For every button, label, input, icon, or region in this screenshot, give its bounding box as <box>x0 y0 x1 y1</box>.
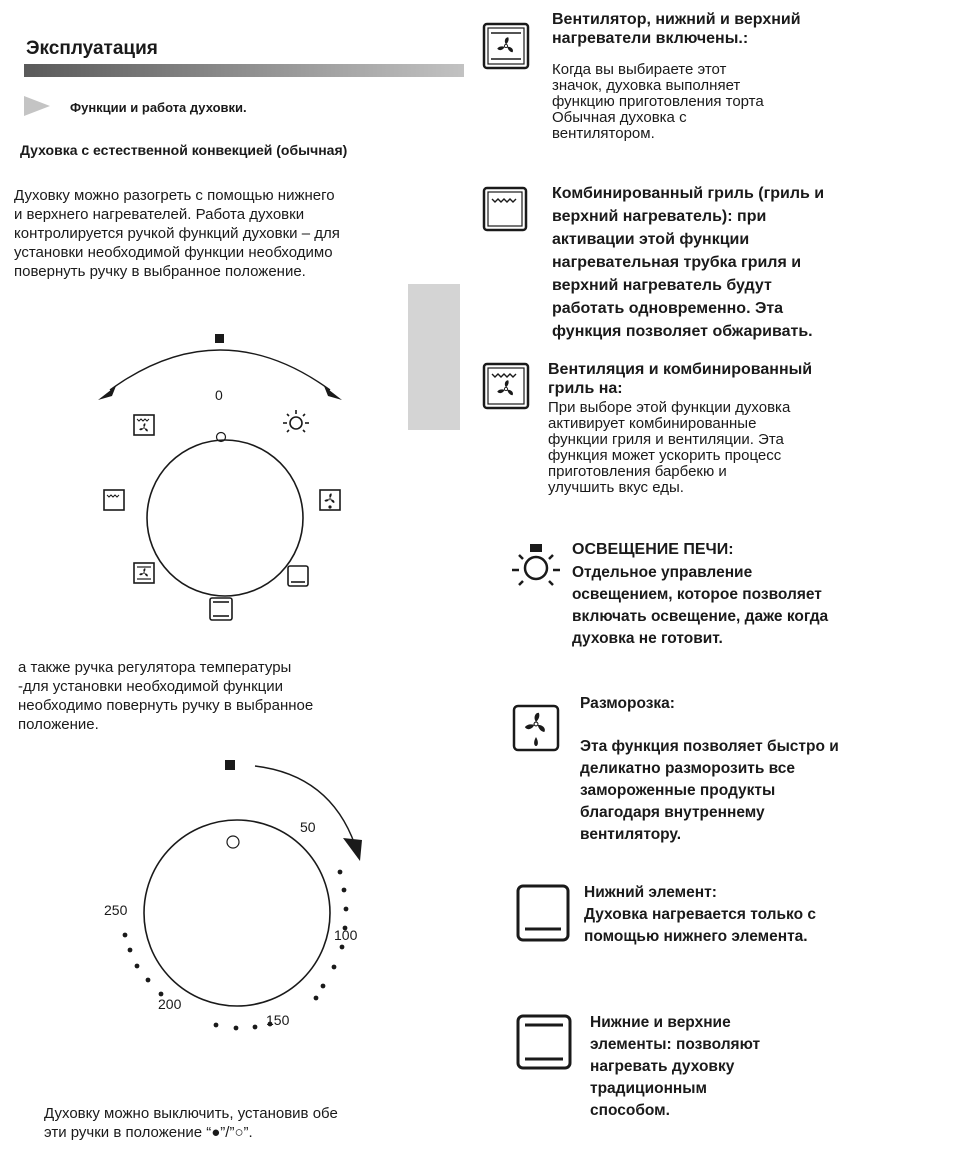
function-dial-diagram <box>0 320 400 640</box>
text-line: эти ручки в положение “●”/”○”. <box>44 1124 253 1141</box>
text-line: освещением, которое позволяет <box>572 586 822 603</box>
lamp-text <box>572 562 828 650</box>
text-line: нагреватели включены.: <box>552 30 749 47</box>
section-title: Эксплуатация <box>26 38 158 59</box>
function-knob[interactable] <box>147 440 303 596</box>
text-line: нагревать духовку <box>590 1058 735 1075</box>
arrow-right-icon <box>343 838 362 861</box>
fan-grill-icon <box>134 415 154 435</box>
text-line: Нижние и верхние <box>590 1014 731 1031</box>
text-line: приготовления барбекю и <box>548 463 727 480</box>
text-line: духовка не готовит. <box>572 630 723 647</box>
lamp-title: ОСВЕЩЕНИЕ ПЕЧИ: <box>572 541 734 558</box>
fan-top-bottom-text <box>552 62 764 142</box>
temperature-knob[interactable] <box>144 820 330 1006</box>
defrost-icon <box>512 704 560 752</box>
text-line: активирует комбинированные <box>548 415 757 432</box>
bottom-element-icon <box>288 566 308 586</box>
gray-marker-box <box>408 284 460 430</box>
text-line: значок, духовка выполняет <box>552 77 741 94</box>
rotation-arc <box>110 350 330 390</box>
fan-grill-icon <box>482 362 530 410</box>
off-marker-icon <box>225 760 235 770</box>
combined-grill-icon <box>482 186 528 232</box>
subsection-arrow-icon <box>24 96 50 116</box>
text-line: гриль на: <box>548 380 623 397</box>
fan-grill-title <box>548 360 812 398</box>
top-bottom-element-icon <box>516 1014 572 1070</box>
text-line: контролируется ручкой функций духовки – для <box>14 225 340 242</box>
text-line: Духовку можно разогреть с помощью нижнего <box>14 187 335 204</box>
text-line: деликатно разморозить все <box>580 760 796 777</box>
knob-indicator <box>227 836 239 848</box>
text-line: функция позволяет обжаривать. <box>552 323 813 340</box>
text-line: Духовку можно выключить, установив обе <box>44 1105 338 1122</box>
text-line: Комбинированный гриль (гриль и <box>552 185 825 202</box>
text-line: традиционным <box>590 1080 707 1097</box>
text-line: -для установки необходимой функции <box>18 678 283 695</box>
text-line: Когда вы выбираете этот <box>552 61 727 78</box>
text-line: Обычная духовка с <box>552 109 687 126</box>
temperature-dial-diagram <box>90 750 390 1050</box>
text-line: установки необходимой функции необходимо <box>14 244 333 261</box>
footer-note <box>44 1104 338 1142</box>
dial-zero-label: 0 <box>215 387 223 403</box>
text-line: функция может ускорить процесс <box>548 447 782 464</box>
text-line: помощью нижнего элемента. <box>584 928 808 945</box>
text-line: Вентилятор, нижний и верхний <box>552 11 801 28</box>
bottom-element-text <box>584 882 816 948</box>
temp-label-250: 250 <box>104 902 128 918</box>
top-bottom-element-icon <box>210 598 232 620</box>
fan-top-bottom-icon <box>482 22 530 70</box>
intro-paragraph <box>14 186 340 281</box>
text-line: а также ручка регулятора температуры <box>18 659 292 676</box>
text-line: повернуть ручку в выбранное положение. <box>14 263 306 280</box>
defrost-text <box>580 736 839 846</box>
text-line: верхний нагреватель): при <box>552 208 767 225</box>
text-line: Отдельное управление <box>572 564 753 581</box>
text-line: положение. <box>18 716 99 733</box>
text-line: благодаря внутреннему <box>580 804 765 821</box>
bottom-element-icon <box>516 884 570 942</box>
subsection-title: Функции и работа духовки. <box>70 100 247 115</box>
text-line: вентилятору. <box>580 826 681 843</box>
fan-top-bottom-icon <box>134 563 154 583</box>
off-marker-icon <box>215 334 224 343</box>
top-bottom-element-text <box>590 1012 760 1122</box>
text-line: элементы: позволяют <box>590 1036 761 1053</box>
text-line: активации этой функции <box>552 231 750 248</box>
temperature-intro <box>18 658 313 734</box>
text-line: улучшить вкус еды. <box>548 479 684 496</box>
text-line: функции гриля и вентиляции. Эта <box>548 431 784 448</box>
temp-label-50: 50 <box>300 819 316 835</box>
text-line: включать освещение, даже когда <box>572 608 829 625</box>
title-bar <box>24 64 464 77</box>
text-line: Эта функция позволяет быстро и <box>580 738 839 755</box>
text-line: способом. <box>590 1102 670 1119</box>
text-line: Вентиляция и комбинированный <box>548 361 813 378</box>
text-line: нагревательная трубка гриля и <box>552 254 802 271</box>
temp-label-100: 100 <box>334 927 358 943</box>
text-line: верхний нагреватель будут <box>552 277 772 294</box>
fan-top-bottom-title <box>552 10 801 48</box>
lamp-icon <box>283 410 309 432</box>
text-line: замороженные продукты <box>580 782 776 799</box>
text-line: и верхнего нагревателей. Работа духовки <box>14 206 305 223</box>
arrow-left-icon <box>98 386 116 400</box>
combined-grill-text <box>552 182 824 343</box>
defrost-title: Разморозка: <box>580 695 675 712</box>
lamp-icon <box>508 540 564 596</box>
text-line: вентилятором. <box>552 125 655 142</box>
fan-grill-text <box>548 400 790 496</box>
temp-label-200: 200 <box>158 996 182 1012</box>
text-line: необходимо повернуть ручку в выбранное <box>18 697 314 714</box>
text-line: При выборе этой функции духовка <box>548 399 791 416</box>
text-line: работать одновременно. Эта <box>552 300 784 317</box>
defrost-icon <box>320 490 340 510</box>
temp-label-150: 150 <box>266 1012 290 1028</box>
text-line: функцию приготовления торта <box>552 93 764 110</box>
combined-grill-icon <box>104 490 124 510</box>
convection-heading: Духовка с естественной конвекцией (обычная) <box>20 142 348 158</box>
text-line: Духовка нагревается только с <box>584 906 816 923</box>
text-line: Нижний элемент: <box>584 884 717 901</box>
